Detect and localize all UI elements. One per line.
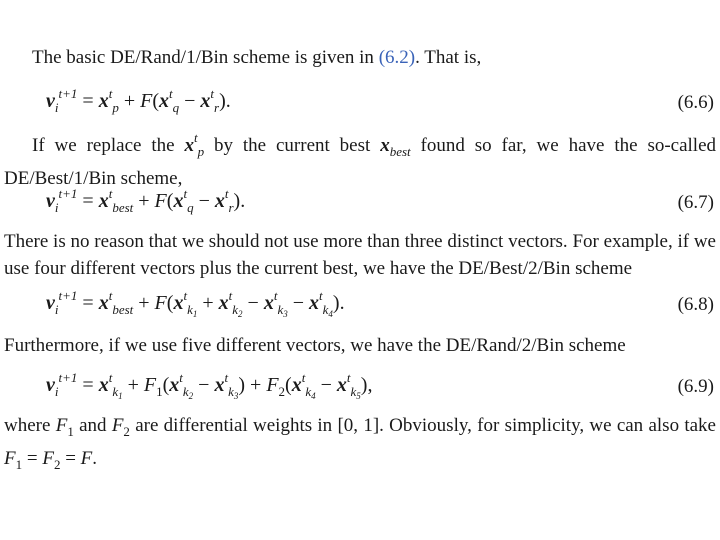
- equation-body: $v_i^{t+1} = x^t_{k_1} + F_1(x^t_{k_2} - x^t_{k_3}) + F_2(x^t_{k_4} - x^t_{k_5})$,: [46, 370, 373, 401]
- paragraph-best-scheme: If we replace the $x^t_p$ by the current best $x_{best}$ found so far, we have the so-called DE/Best/1/Bin scheme,: [4, 130, 717, 189]
- equation-6-9: [46, 370, 718, 404]
- equation-number: (6.9): [677, 376, 714, 397]
- equation-6-8: [46, 288, 718, 322]
- equation-number: (6.6): [677, 92, 714, 113]
- paragraph-weights: where $F_1$ and $F_2$ are differential weights in [0, 1]. Obviously, for simplicity, we can also take $F_1 = F_2 = F$.: [4, 415, 716, 472]
- equation-body: $v_i^{t+1} = x^t_p + F(x^t_q - x^t_r)$.: [46, 86, 231, 115]
- equation-body: $v_i^{t+1} = x^t_{best} + F(x^t_{k_1} + x^t_{k_2} - x^t_{k_3} - x^t_{k_4})$.: [46, 288, 345, 319]
- equation-6-6: [46, 86, 718, 120]
- equation-number: (6.7): [677, 192, 714, 213]
- equation-number: (6.8): [677, 294, 714, 315]
- equation-reference-link[interactable]: (6.2): [378, 47, 416, 68]
- paragraph-four-vectors: There is no reason that we should not use more than three distinct vectors. For example, if we use four different vectors plus the current best, we have the DE/Best/2/Bin scheme: [4, 231, 716, 279]
- intro-text-end: . That is,: [415, 47, 482, 68]
- equation-6-7: [46, 186, 718, 220]
- paragraph-five-vectors: Furthermore, if we use five different vectors, we have the DE/Rand/2/Bin scheme: [4, 335, 626, 356]
- paragraph-intro: [32, 44, 692, 71]
- intro-text: The basic DE/Rand/1/Bin scheme is given in: [32, 47, 379, 68]
- equation-body: $v_i^{t+1} = x^t_{best} + F(x^t_q - x^t_r)$.: [46, 186, 246, 215]
